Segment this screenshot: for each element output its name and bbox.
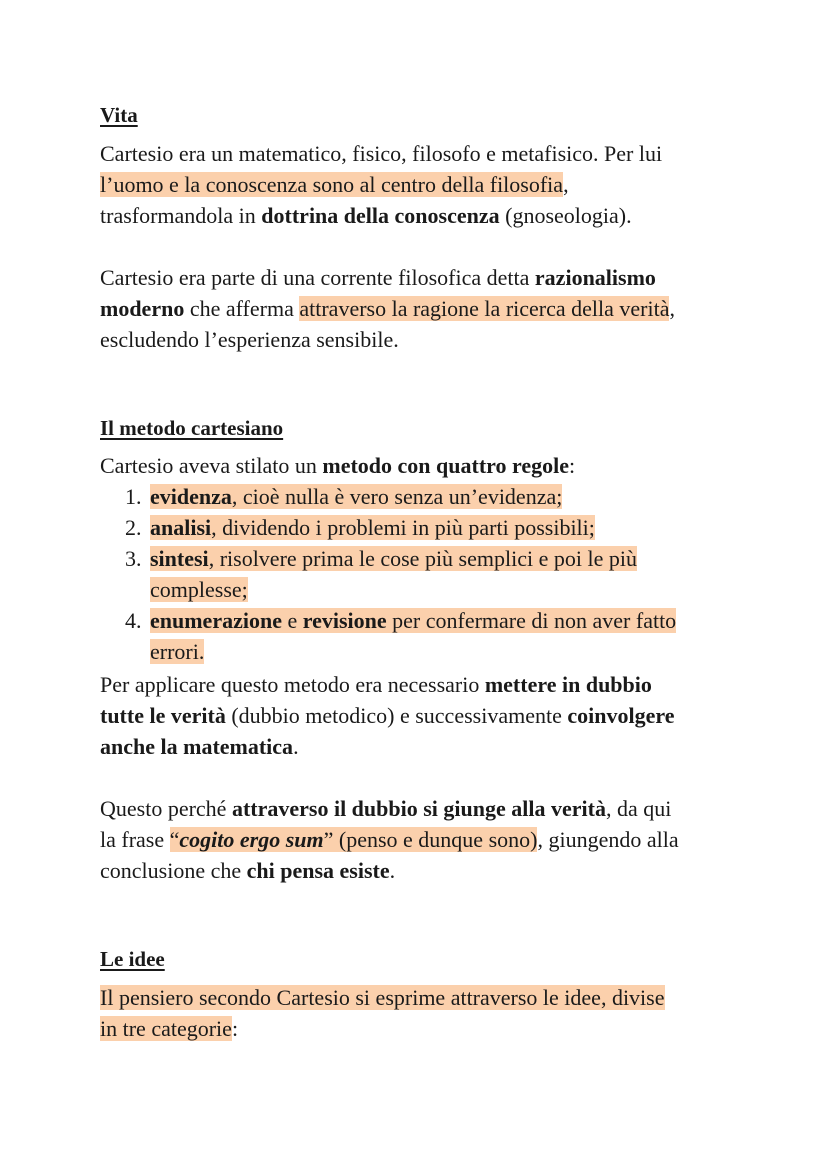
text-span: Cartesio era un matematico, fisico, filosofo e metafisico. Per lui: [100, 141, 663, 166]
paragraph-metodo-dubbio: [100, 669, 740, 762]
bold-text: evidenza: [150, 484, 232, 509]
highlighted-text: [150, 608, 676, 633]
text-span: .: [293, 734, 299, 759]
highlighted-text: [150, 515, 595, 540]
text-span: , risolvere prima le cose più semplici e poi le più: [208, 546, 637, 571]
text-span: e: [281, 608, 303, 633]
bold-text: coinvolgere: [567, 703, 675, 728]
list-number: 1.: [125, 484, 142, 509]
bold-text: enumerazione: [150, 608, 282, 633]
bold-text: mettere in dubbio: [484, 672, 652, 697]
text-line: [100, 138, 740, 169]
text-line: [100, 855, 740, 886]
bold-text: razionalismo: [534, 265, 656, 290]
highlighted-text: [170, 827, 538, 852]
bold-text: tutte le verità: [100, 703, 226, 728]
text-span: , dividendo i problemi in più parti possibili;: [211, 515, 595, 540]
text-span: Per applicare questo metodo era necessario: [100, 672, 485, 697]
text-span: :: [569, 453, 576, 478]
text-span: Questo perché: [100, 796, 232, 821]
bold-text: anche la matematica: [100, 734, 294, 759]
text-span: (dubbio metodico) e successivamente: [225, 703, 568, 728]
paragraph-vita-2: [100, 262, 740, 355]
text-span: “: [169, 827, 180, 852]
bold-italic-quote: cogito ergo sum: [179, 827, 324, 852]
text-line: [100, 731, 740, 762]
list-item: [100, 543, 740, 574]
list-item: [100, 481, 740, 512]
section-heading-idee: Le idee: [100, 947, 165, 971]
section-heading-metodo: Il metodo cartesiano: [100, 416, 284, 440]
text-span: Cartesio era parte di una corrente filosofica detta: [100, 265, 535, 290]
text-span: .: [389, 858, 396, 883]
text-span: che afferma: [184, 296, 300, 321]
text-line: [100, 450, 740, 481]
list-number: 2.: [125, 515, 142, 540]
text-span: Cartesio aveva stilato un: [100, 453, 323, 478]
bold-text: metodo con quattro regole: [322, 453, 570, 478]
bold-text: moderno: [100, 296, 185, 321]
text-line: [100, 169, 740, 200]
text-line: [100, 982, 740, 1013]
text-line: [100, 1013, 740, 1044]
list-item: [100, 605, 740, 636]
text-span: ”: [323, 827, 334, 852]
text-span: :: [231, 1016, 239, 1041]
list-item-continuation: [100, 636, 740, 667]
text-line: [100, 200, 740, 231]
text-line: [100, 293, 740, 324]
text-span: trasformandola in: [100, 203, 262, 228]
bold-text: dottrina della conoscenza: [261, 203, 500, 228]
list-number: 4.: [125, 608, 142, 633]
text-line: [100, 793, 740, 824]
highlighted-text: l’uomo e la conoscenza sono al centro della filosofia: [100, 172, 564, 197]
text-span: ,: [563, 172, 569, 197]
text-span: conclusione che: [100, 858, 247, 883]
text-span: (penso e dunque sono): [333, 827, 538, 852]
list-item-continuation: [100, 574, 740, 605]
text-span: la frase: [100, 827, 170, 852]
rules-list: [100, 481, 740, 667]
text-line: [100, 669, 740, 700]
text-span: ,: [669, 296, 675, 321]
text-span: (gnoseologia).: [499, 203, 632, 228]
paragraph-idee: [100, 982, 740, 1044]
paragraph-cogito: [100, 793, 740, 886]
highlighted-text: attraverso la ragione la ricerca della verità: [299, 296, 670, 321]
highlighted-text: Il pensiero secondo Cartesio si esprime attraverso le idee, divise: [100, 985, 665, 1010]
text-span: escludendo l’esperienza sensibile.: [100, 327, 399, 352]
text-line: [100, 262, 740, 293]
section-heading-vita: Vita: [100, 103, 138, 127]
text-span: , da qui: [605, 796, 672, 821]
text-line: [100, 324, 740, 355]
text-span: , giungendo alla: [537, 827, 679, 852]
text-span: per confermare di non aver fatto: [386, 608, 677, 633]
bold-text: sintesi: [150, 546, 209, 571]
bold-text: chi pensa esiste: [246, 858, 390, 883]
text-span: , cioè nulla è vero senza un’evidenza;: [231, 484, 563, 509]
paragraph-vita-1: [100, 138, 740, 231]
text-line: [100, 700, 740, 731]
bold-text: attraverso il dubbio si giunge alla verità: [231, 796, 606, 821]
bold-text: revisione: [302, 608, 387, 633]
highlighted-text: [150, 546, 637, 571]
highlighted-text: errori.: [150, 639, 205, 664]
highlighted-text: [150, 484, 562, 509]
highlighted-text: in tre categorie: [100, 1016, 232, 1041]
bold-text: analisi: [150, 515, 212, 540]
paragraph-metodo-intro: [100, 450, 740, 481]
list-number: 3.: [125, 546, 142, 571]
list-item: [100, 512, 740, 543]
highlighted-text: complesse;: [150, 577, 248, 602]
text-line: [100, 824, 740, 855]
